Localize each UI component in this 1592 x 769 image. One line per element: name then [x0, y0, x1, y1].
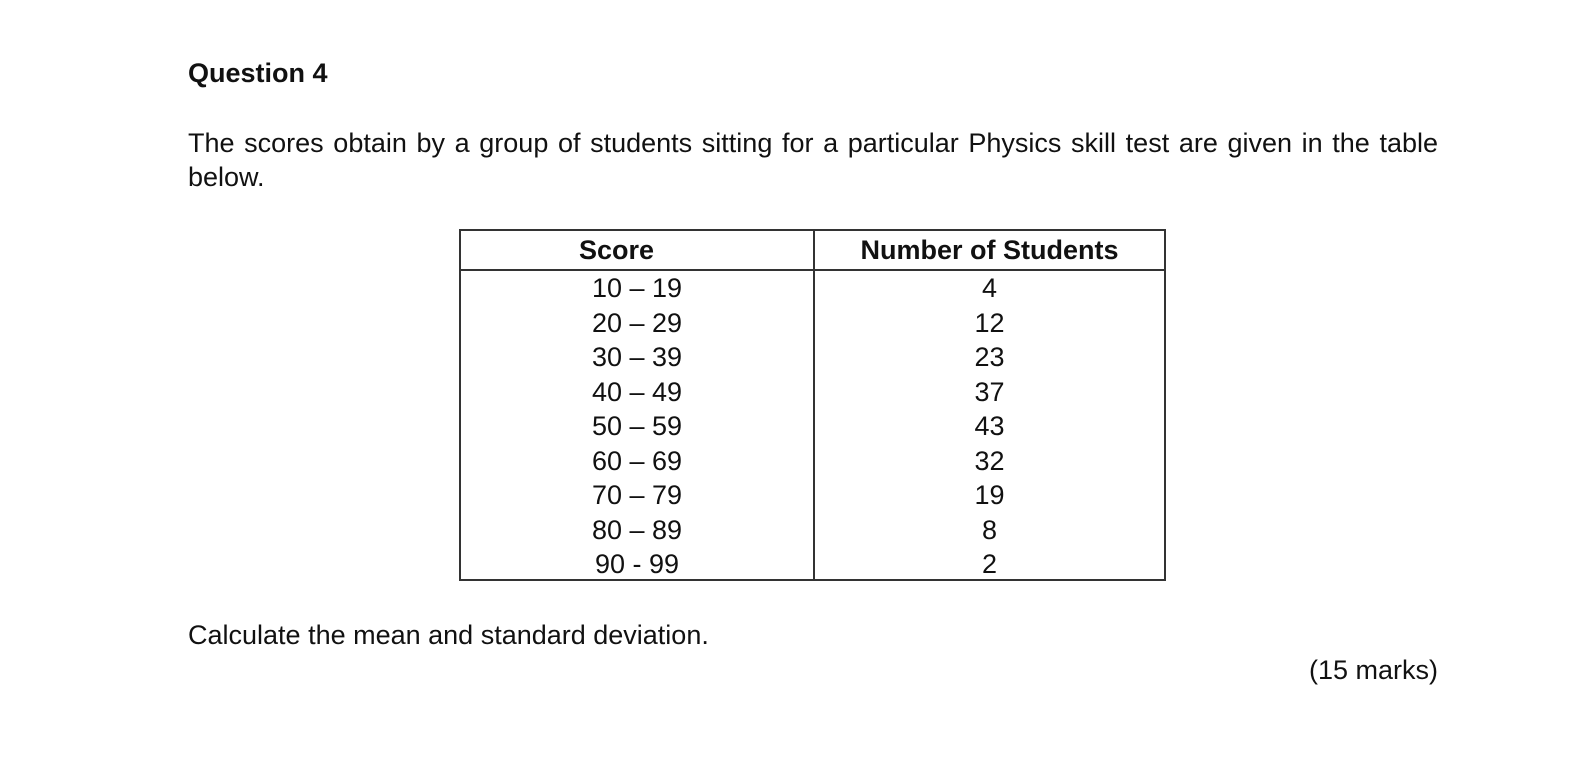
table-body [461, 271, 1164, 582]
table-header-row [461, 231, 1164, 271]
table-row [461, 271, 1164, 306]
question-intro: The scores obtain by a group of students sitting for a particular Physics skill test are given in the table below. [188, 128, 1438, 192]
score-cell: 80 – 89 [591, 514, 683, 545]
count-cell: 12 [974, 307, 1005, 338]
table-row [461, 375, 1164, 410]
table-row [461, 306, 1164, 341]
count-cell: 37 [974, 376, 1005, 407]
score-cell: 60 – 69 [591, 445, 683, 476]
score-cell: 20 – 29 [591, 307, 683, 338]
score-cell: 50 – 59 [591, 411, 683, 441]
score-cell: 30 – 39 [591, 342, 683, 372]
table-row [461, 409, 1164, 444]
count-cell: 8 [981, 514, 998, 545]
count-cell: 43 [974, 411, 1005, 441]
count-cell: 2 [981, 549, 998, 579]
table-row [461, 478, 1164, 513]
table-row [461, 444, 1164, 479]
table-row [461, 547, 1164, 582]
question-page [188, 0, 1438, 769]
header-number-of-students: Number of Students [860, 235, 1119, 265]
marks-label: (15 marks) [1308, 655, 1438, 685]
header-score: Score [578, 235, 655, 265]
score-cell: 90 - 99 [594, 549, 680, 579]
table-row [461, 340, 1164, 375]
count-cell: 4 [981, 273, 998, 303]
question-heading: Question 4 [188, 58, 328, 88]
score-cell: 70 – 79 [591, 480, 683, 510]
question-task: Calculate the mean and standard deviation. [188, 620, 709, 650]
score-cell: 40 – 49 [591, 376, 683, 407]
score-cell: 10 – 19 [591, 273, 683, 303]
count-cell: 19 [974, 480, 1005, 510]
count-cell: 32 [974, 445, 1005, 476]
count-cell: 23 [974, 342, 1005, 372]
score-table [459, 229, 1166, 581]
table-row [461, 513, 1164, 548]
